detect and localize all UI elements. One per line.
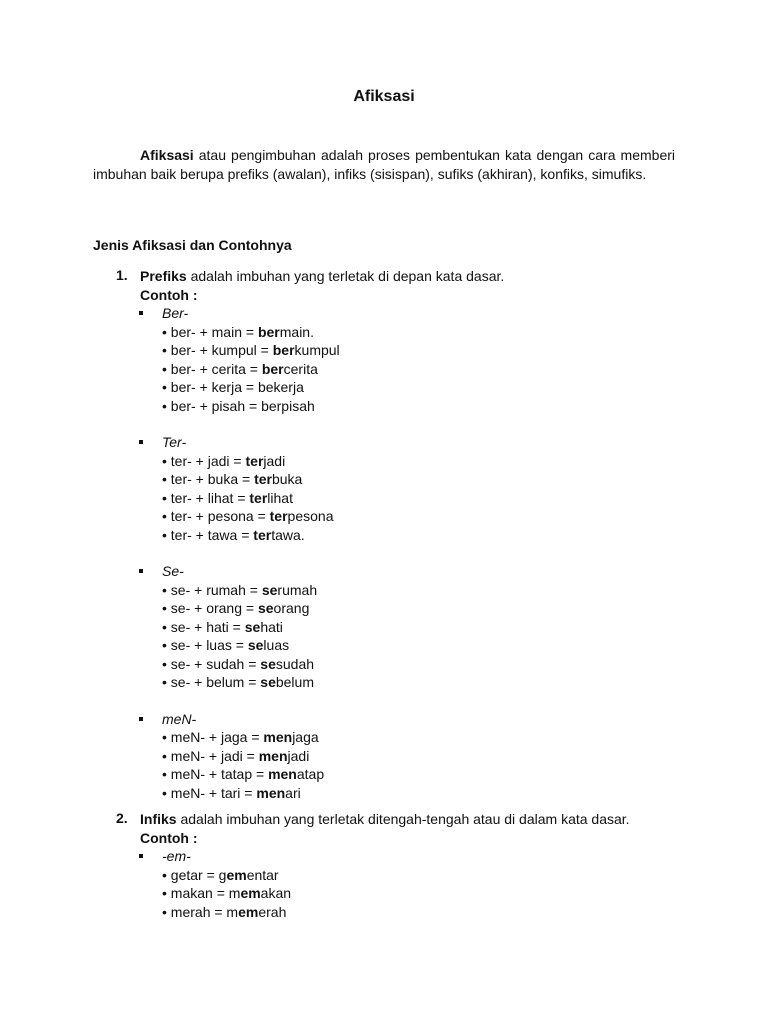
example-pre: • ber- + pisah = berpisah bbox=[162, 397, 315, 414]
example-line bbox=[162, 341, 676, 360]
example-pre: • ber- + kumpul = bbox=[162, 342, 273, 358]
contoh-label: Contoh : bbox=[140, 829, 198, 846]
example-pre: • se- + orang = bbox=[162, 600, 258, 616]
example-bold: ter bbox=[253, 526, 272, 543]
item-number: 2. bbox=[116, 810, 128, 826]
intro-term: Afiksasi bbox=[140, 147, 194, 163]
example-bold: se bbox=[260, 674, 276, 690]
affix-label-text: Ter- bbox=[162, 434, 187, 450]
example-pre: • meN- + jaga = bbox=[162, 729, 264, 745]
example-pre: • se- + luas = bbox=[162, 637, 248, 653]
item-term: Infiks bbox=[140, 811, 177, 827]
example-line bbox=[162, 618, 676, 637]
example-post: jadi bbox=[287, 747, 310, 764]
affix-label-text: Se- bbox=[162, 563, 184, 579]
example-bold: ter bbox=[249, 489, 268, 506]
affix-label-text: Ber- bbox=[162, 305, 189, 321]
example-pre: • makan = m bbox=[162, 885, 241, 901]
example-line bbox=[162, 452, 676, 471]
example-line bbox=[162, 581, 676, 600]
example-bold: se bbox=[260, 655, 276, 672]
item-number: 1. bbox=[116, 267, 128, 283]
intro-text: atau pengimbuhan adalah proses pembentukan kata dengan cara memberi imbuhan baik berupa prefiks (awalan), infiks (sisispan), sufiks (akhiran), konfiks, simufiks. bbox=[93, 147, 675, 182]
example-line bbox=[162, 636, 676, 655]
affix-label-text: meN- bbox=[162, 710, 197, 727]
example-line bbox=[162, 397, 676, 416]
item-term: Prefiks bbox=[140, 268, 187, 284]
example-bold: men bbox=[256, 784, 286, 801]
list-item-prefiks bbox=[116, 267, 676, 802]
example-pre: • ter- + buka = bbox=[162, 471, 255, 487]
example-line bbox=[162, 599, 676, 618]
example-line bbox=[162, 526, 676, 545]
item-definition bbox=[140, 810, 676, 829]
example-line bbox=[162, 323, 676, 342]
example-bold: ber bbox=[257, 323, 280, 340]
example-post: tawa. bbox=[271, 526, 305, 543]
example-bold: em bbox=[226, 866, 247, 883]
example-bold: se bbox=[247, 637, 264, 653]
example-post: cerita bbox=[283, 360, 318, 377]
example-line bbox=[162, 360, 676, 379]
example-line bbox=[162, 866, 676, 885]
intro-paragraph bbox=[93, 146, 675, 183]
square-bullet-icon bbox=[139, 569, 143, 573]
example-pre: • ter- + lihat = bbox=[162, 489, 250, 506]
example-bold: se bbox=[261, 581, 278, 598]
affix-label bbox=[162, 710, 676, 729]
item-definition-text: adalah imbuhan yang terletak ditengah-tengah atau di dalam kata dasar. bbox=[176, 811, 630, 827]
example-post: sudah bbox=[275, 655, 315, 672]
example-bold: em bbox=[240, 885, 261, 901]
example-pre: • meN- + tari = bbox=[162, 784, 257, 801]
example-pre: • merah = m bbox=[162, 903, 239, 920]
affix-group-ter bbox=[162, 433, 676, 544]
affix-label bbox=[162, 433, 676, 452]
affix-group-men bbox=[162, 710, 676, 803]
square-bullet-icon bbox=[139, 717, 143, 721]
section-heading: Jenis Afiksasi dan Contohnya bbox=[93, 237, 292, 253]
example-line bbox=[162, 655, 676, 674]
example-pre: • ter- + pesona = bbox=[162, 508, 270, 524]
affix-label bbox=[162, 304, 676, 323]
square-bullet-icon bbox=[139, 854, 143, 858]
example-bold: se bbox=[244, 618, 261, 635]
example-pre: • meN- + jadi = bbox=[162, 747, 259, 764]
example-bold: ber bbox=[272, 342, 295, 358]
affix-group-em bbox=[162, 847, 676, 921]
example-post: jaga bbox=[292, 729, 319, 745]
example-post: erah bbox=[258, 903, 287, 920]
example-post: entar bbox=[246, 866, 279, 883]
example-bold: men bbox=[258, 747, 288, 764]
example-post: ari bbox=[285, 784, 301, 801]
example-pre: • se- + rumah = bbox=[162, 581, 262, 598]
example-post: pesona bbox=[287, 508, 334, 524]
page-title: Afiksasi bbox=[353, 88, 415, 105]
example-bold: ter bbox=[245, 452, 264, 469]
example-line bbox=[162, 728, 676, 747]
square-bullet-icon bbox=[139, 311, 143, 315]
example-post: buka bbox=[271, 471, 303, 487]
example-post: jadi bbox=[263, 452, 286, 469]
example-line bbox=[162, 765, 676, 784]
example-line bbox=[162, 903, 676, 922]
example-line bbox=[162, 747, 676, 766]
example-post: hati bbox=[260, 618, 283, 635]
affix-label bbox=[162, 562, 676, 581]
example-post: main. bbox=[279, 323, 314, 340]
affix-group-ber bbox=[162, 304, 676, 415]
example-pre: • se- + hati = bbox=[162, 618, 245, 635]
example-post: rumah bbox=[277, 581, 318, 598]
affix-label bbox=[162, 847, 676, 866]
item-definition bbox=[140, 267, 676, 286]
list-item-infiks bbox=[116, 810, 676, 921]
example-bold: men bbox=[263, 729, 293, 745]
affix-group-se bbox=[162, 562, 676, 692]
example-pre: • getar = g bbox=[162, 866, 227, 883]
item-definition-text: adalah imbuhan yang terletak di depan kata dasar. bbox=[186, 268, 505, 284]
affix-label-text: -em- bbox=[162, 848, 191, 864]
example-bold: ter bbox=[269, 508, 288, 524]
example-post: lihat bbox=[267, 489, 293, 506]
example-pre: • ber- + cerita = bbox=[162, 360, 262, 377]
example-line bbox=[162, 884, 676, 903]
example-bold: ter bbox=[254, 471, 272, 487]
example-pre: • ber- + main = bbox=[162, 323, 258, 340]
example-post: atap bbox=[296, 766, 325, 782]
example-post: belum bbox=[275, 674, 314, 690]
example-pre: • ter- + tawa = bbox=[162, 526, 254, 543]
example-line bbox=[162, 470, 676, 489]
example-pre: • ber- + kerja = bekerja bbox=[162, 379, 304, 395]
example-line bbox=[162, 378, 676, 397]
example-line bbox=[162, 507, 676, 526]
example-line bbox=[162, 673, 676, 692]
example-post: kumpul bbox=[294, 342, 340, 358]
square-bullet-icon bbox=[139, 440, 143, 444]
example-line bbox=[162, 784, 676, 803]
example-bold: se bbox=[257, 600, 274, 616]
example-pre: • se- + sudah = bbox=[162, 655, 261, 672]
example-line bbox=[162, 489, 676, 508]
example-bold: men bbox=[268, 766, 297, 782]
example-pre: • se- + belum = bbox=[162, 674, 261, 690]
example-bold: em bbox=[238, 903, 259, 920]
example-bold: ber bbox=[261, 360, 284, 377]
example-post: luas bbox=[263, 637, 290, 653]
example-post: akan bbox=[260, 885, 292, 901]
example-pre: • meN- + tatap = bbox=[162, 766, 269, 782]
example-pre: • ter- + jadi = bbox=[162, 452, 246, 469]
example-post: orang bbox=[273, 600, 310, 616]
contoh-label: Contoh : bbox=[140, 286, 198, 303]
